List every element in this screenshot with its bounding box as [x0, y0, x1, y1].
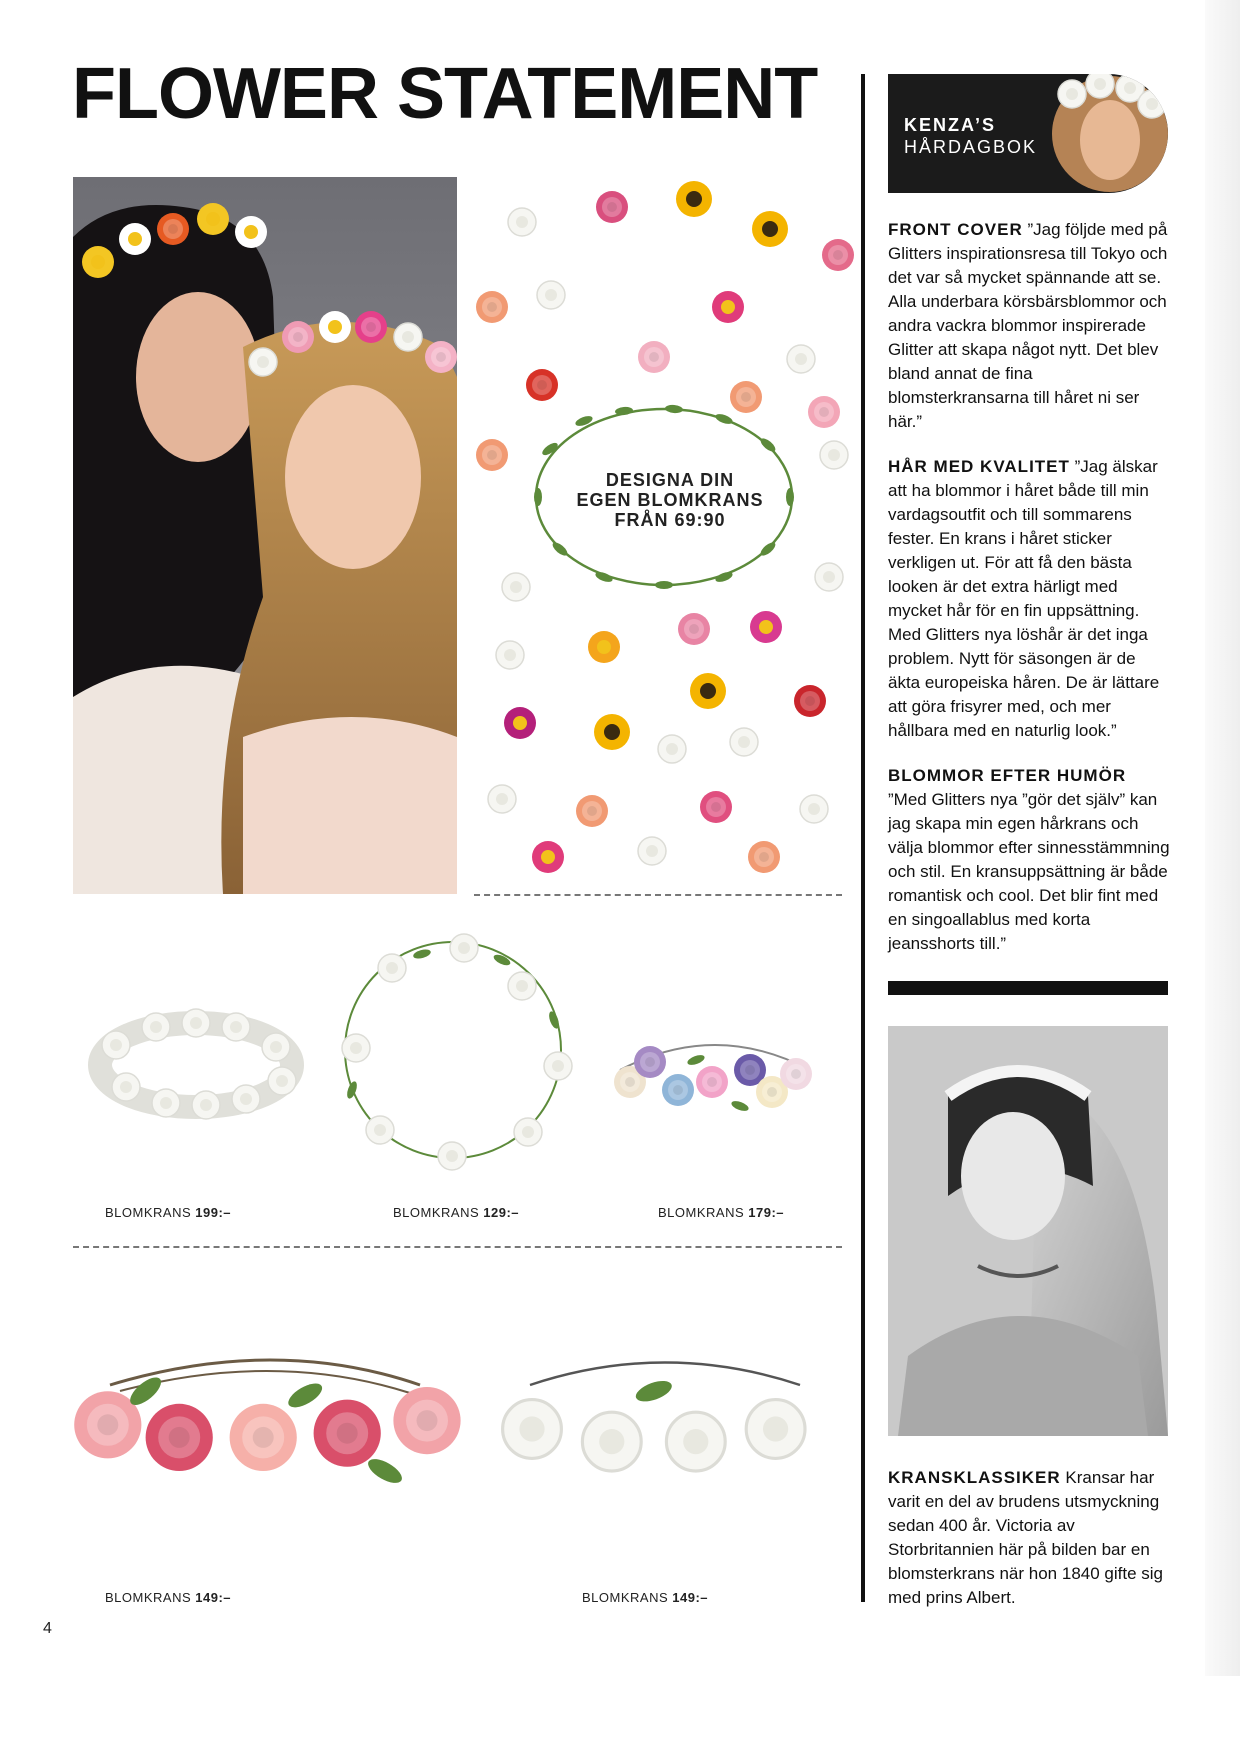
- product-price: 129:–: [483, 1205, 520, 1220]
- page-title: FLOWER STATEMENT: [72, 54, 818, 134]
- product-price-5: [582, 1590, 708, 1605]
- article-body: ”Jag följde med på Glitters inspirationsresa till Tokyo och det var så mycket spännande att se. Alla underbara körsbärsblommor och andra vackra blommor inspirerade Glitter att skapa något nytt. Det blev bland annat de fina blomsterkransarna till håret ni ser här.”: [888, 220, 1168, 431]
- product-price-2: [393, 1205, 519, 1220]
- article-body: ”Jag älskar att ha blommor i håret både till min vardagsoutfit och till sommarens fester. En krans i håret sticker verkligen ut. För att få den bästa looken är det extra härligt med mycket hår för en fin uppsättning. Med Glitters nya löshår är det inga problem. Nytt för säsongen är de äkta europeiska håren. De är lättare att göra frisyrer med, och mer hållbara med en naturlig look.”: [888, 457, 1160, 740]
- product-label: BLOMKRANS: [658, 1205, 745, 1220]
- article-body: Kransar har varit en del av brudens utsmyckning sedan 400 år. Victoria av Storbritannien här på bilden bar en blomsterkrans när hon 1840 gifte sig med prins Albert.: [888, 1468, 1163, 1607]
- product-image-1: [86, 995, 306, 1135]
- product-label: BLOMKRANS: [105, 1205, 192, 1220]
- product-price-4: [105, 1590, 231, 1605]
- dashed-divider-1: [474, 894, 842, 896]
- article-heading: HÅR MED KVALITET: [888, 457, 1070, 476]
- product-price-3: [658, 1205, 784, 1220]
- article-heading: BLOMMOR EFTER HUMÖR: [888, 766, 1127, 785]
- product-white-rose-wreath: [86, 995, 306, 1135]
- article-front-cover: [888, 218, 1170, 434]
- product-image-2: [322, 920, 584, 1180]
- queen-victoria-art: [888, 1026, 1168, 1436]
- promo-line-1: DESIGNA DIN: [605, 470, 735, 490]
- product-price: 179:–: [748, 1205, 785, 1220]
- column-divider: [861, 74, 865, 1602]
- product-image-3: [600, 1010, 830, 1140]
- promo-line-2: EGEN BLOMKRANS: [576, 490, 764, 510]
- product-price: 149:–: [672, 1590, 709, 1605]
- product-image-4: [70, 1345, 480, 1505]
- article-heading: FRONT COVER: [888, 220, 1023, 239]
- kenza-portrait: [1046, 74, 1168, 193]
- queen-victoria-portrait: [888, 1026, 1168, 1436]
- dashed-divider-2: [73, 1246, 842, 1248]
- kenza-banner-title: [904, 114, 1037, 158]
- product-price-1: [105, 1205, 231, 1220]
- promo-line-3: FRÅN 69:90: [614, 510, 726, 530]
- product-pink-rose-crown: [70, 1345, 480, 1505]
- article-har-med-kvalitet: [888, 455, 1170, 743]
- page-edge: [1205, 0, 1240, 1676]
- page-number: 4: [43, 1620, 52, 1637]
- kenza-diary-banner: [888, 74, 1168, 193]
- product-label: BLOMKRANS: [105, 1590, 192, 1605]
- product-white-rose-crown: [490, 1345, 840, 1505]
- product-label: BLOMKRANS: [393, 1205, 480, 1220]
- hero-photo-art: [73, 177, 457, 894]
- article-blommor-efter-humor: [888, 764, 1170, 956]
- hero-photo: [73, 177, 457, 894]
- article-kransklassiker: [888, 1466, 1170, 1610]
- article-body: ”Med Glitters nya ”gör det själv” kan jag skapa min egen hårkrans och välja blommor efter sinnesstämmning och stil. En kransuppsättning är både romantisk och cool. Det blir fint med en singoallablus med korta jeansshorts till.”: [888, 790, 1170, 953]
- article-heading: KRANSKLASSIKER: [888, 1468, 1061, 1487]
- kenza-title-line-1: KENZA’S: [904, 115, 997, 135]
- product-price: 199:–: [195, 1205, 232, 1220]
- sidebar-divider-bar: [888, 981, 1168, 995]
- product-price: 149:–: [195, 1590, 232, 1605]
- product-label: BLOMKRANS: [582, 1590, 669, 1605]
- promo-wreath-text: [560, 470, 780, 530]
- kenza-title-line-2: HÅRDAGBOK: [904, 137, 1038, 157]
- product-white-vine-wreath: [322, 920, 584, 1180]
- product-image-5: [490, 1345, 840, 1505]
- product-mixed-flower-crown: [600, 1010, 830, 1140]
